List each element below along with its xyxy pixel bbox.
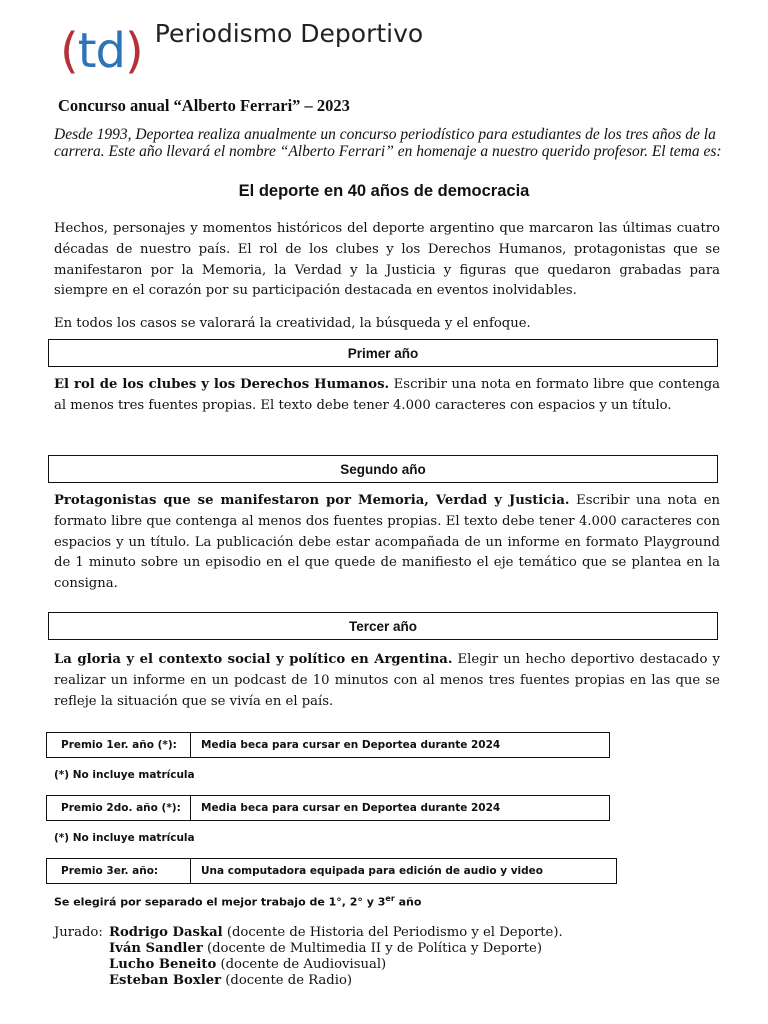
year-3-instructions: Elegir un hecho deportivo destacado y realizar un informe en un podcast de 10 minutos con al menos tres fuentes propias en las que se refleje la situación que se vivía en el país. bbox=[54, 652, 720, 709]
enrollment-note: (*) No incluye matrícula bbox=[54, 832, 195, 844]
jury-member bbox=[109, 973, 563, 989]
jury-member bbox=[109, 941, 563, 957]
logo-title: Periodismo Deportivo bbox=[154, 19, 424, 48]
year-2-instructions: Escribir una nota en formato libre que contenga al menos dos fuentes propias. El texto debe tener 4.000 caracteres con espacios y un título. La publicación debe estar acompañada de un informe en formato Playground de 1 minuto sobre un episodio en el que quede de manifiesto el eje temático que se plantea en la consigna. bbox=[54, 493, 720, 592]
selection-text: Se elegirá por separado el mejor trabajo de 1°, 2° y 3 bbox=[54, 895, 386, 909]
logo bbox=[60, 16, 423, 78]
year-2-description bbox=[54, 491, 720, 595]
prize-label: Premio 1er. año (*): bbox=[47, 733, 191, 757]
year-1-description bbox=[54, 375, 720, 417]
prize-value: Media beca para cursar en Deportea durante 2024 bbox=[201, 739, 501, 751]
jury-member bbox=[109, 925, 563, 941]
jury bbox=[54, 925, 563, 989]
contest-title: Concurso anual “Alberto Ferrari” – 2023 bbox=[58, 96, 350, 115]
theme-title: El deporte en 40 años de democracia bbox=[238, 182, 530, 200]
jury-member-name: Iván Sandler bbox=[109, 941, 203, 956]
prize-label: Premio 2do. año (*): bbox=[47, 796, 191, 820]
prize-value: Una computadora equipada para edición de audio y video bbox=[201, 865, 543, 877]
year-1-topic: El rol de los clubes y los Derechos Humanos. bbox=[54, 377, 390, 392]
jury-member-role: (docente de Radio) bbox=[221, 973, 353, 988]
jury-member-role: (docente de Historia del Periodismo y el Deporte). bbox=[222, 925, 563, 940]
prize-value: Media beca para cursar en Deportea durante 2024 bbox=[201, 802, 501, 814]
logo-letters: td bbox=[77, 23, 126, 79]
jury-member-role: (docente de Multimedia II y de Política y Deporte) bbox=[202, 941, 542, 956]
year-3-description bbox=[54, 650, 720, 712]
prize-row-year-3 bbox=[46, 858, 617, 884]
year-1-heading: Primer año bbox=[48, 339, 718, 367]
prize-row-year-1 bbox=[46, 732, 610, 758]
year-2-heading: Segundo año bbox=[48, 455, 718, 483]
jury-member-role: (docente de Audiovisual) bbox=[216, 957, 387, 972]
selection-note bbox=[54, 894, 421, 909]
selection-tail: año bbox=[394, 895, 422, 909]
intro-text: Desde 1993, Deportea realiza anualmente un concurso periodístico para estudiantes de los tres años de la carrera. Este año llevará el nombre “Alberto Ferrari” en homenaje a nuestro querido profesor. El tema es: bbox=[54, 126, 722, 160]
enrollment-note: (*) No incluye matrícula bbox=[54, 769, 195, 781]
logo-paren-open: ( bbox=[60, 23, 78, 79]
logo-paren-close: ) bbox=[125, 23, 143, 79]
year-3-topic: La gloria y el contexto social y político en Argentina. bbox=[54, 652, 453, 667]
prize-row-year-2 bbox=[46, 795, 610, 821]
jury-list bbox=[109, 925, 563, 989]
description-paragraph: Hechos, personajes y momentos históricos del deporte argentino que marcaron las últimas cuatro décadas de nuestro país. El rol de los clubes y los Derechos Humanos, protagonistas que se manifestaron por la Memoria, la Verdad y la Justicia y figuras que quedaron grabadas para siempre en el corazón por su participación destacada en eventos inolvidables. bbox=[54, 221, 720, 299]
logo-mark bbox=[60, 20, 143, 82]
jury-member-name: Rodrigo Daskal bbox=[109, 925, 223, 940]
jury-member-name: Esteban Boxler bbox=[109, 973, 222, 988]
criteria-paragraph: En todos los casos se valorará la creatividad, la búsqueda y el enfoque. bbox=[54, 316, 531, 331]
jury-label: Jurado: bbox=[54, 925, 103, 940]
year-2-topic: Protagonistas que se manifestaron por Memoria, Verdad y Justicia. bbox=[54, 493, 570, 508]
prize-label: Premio 3er. año: bbox=[47, 859, 191, 883]
year-3-heading: Tercer año bbox=[48, 612, 718, 640]
year-1-instructions: Escribir una nota en formato libre que contenga al menos tres fuentes propias. El texto debe tener 4.000 caracteres con espacios y un título. bbox=[54, 377, 721, 413]
jury-member bbox=[109, 957, 563, 973]
selection-superscript: er bbox=[385, 894, 395, 903]
jury-member-name: Lucho Beneito bbox=[109, 957, 217, 972]
